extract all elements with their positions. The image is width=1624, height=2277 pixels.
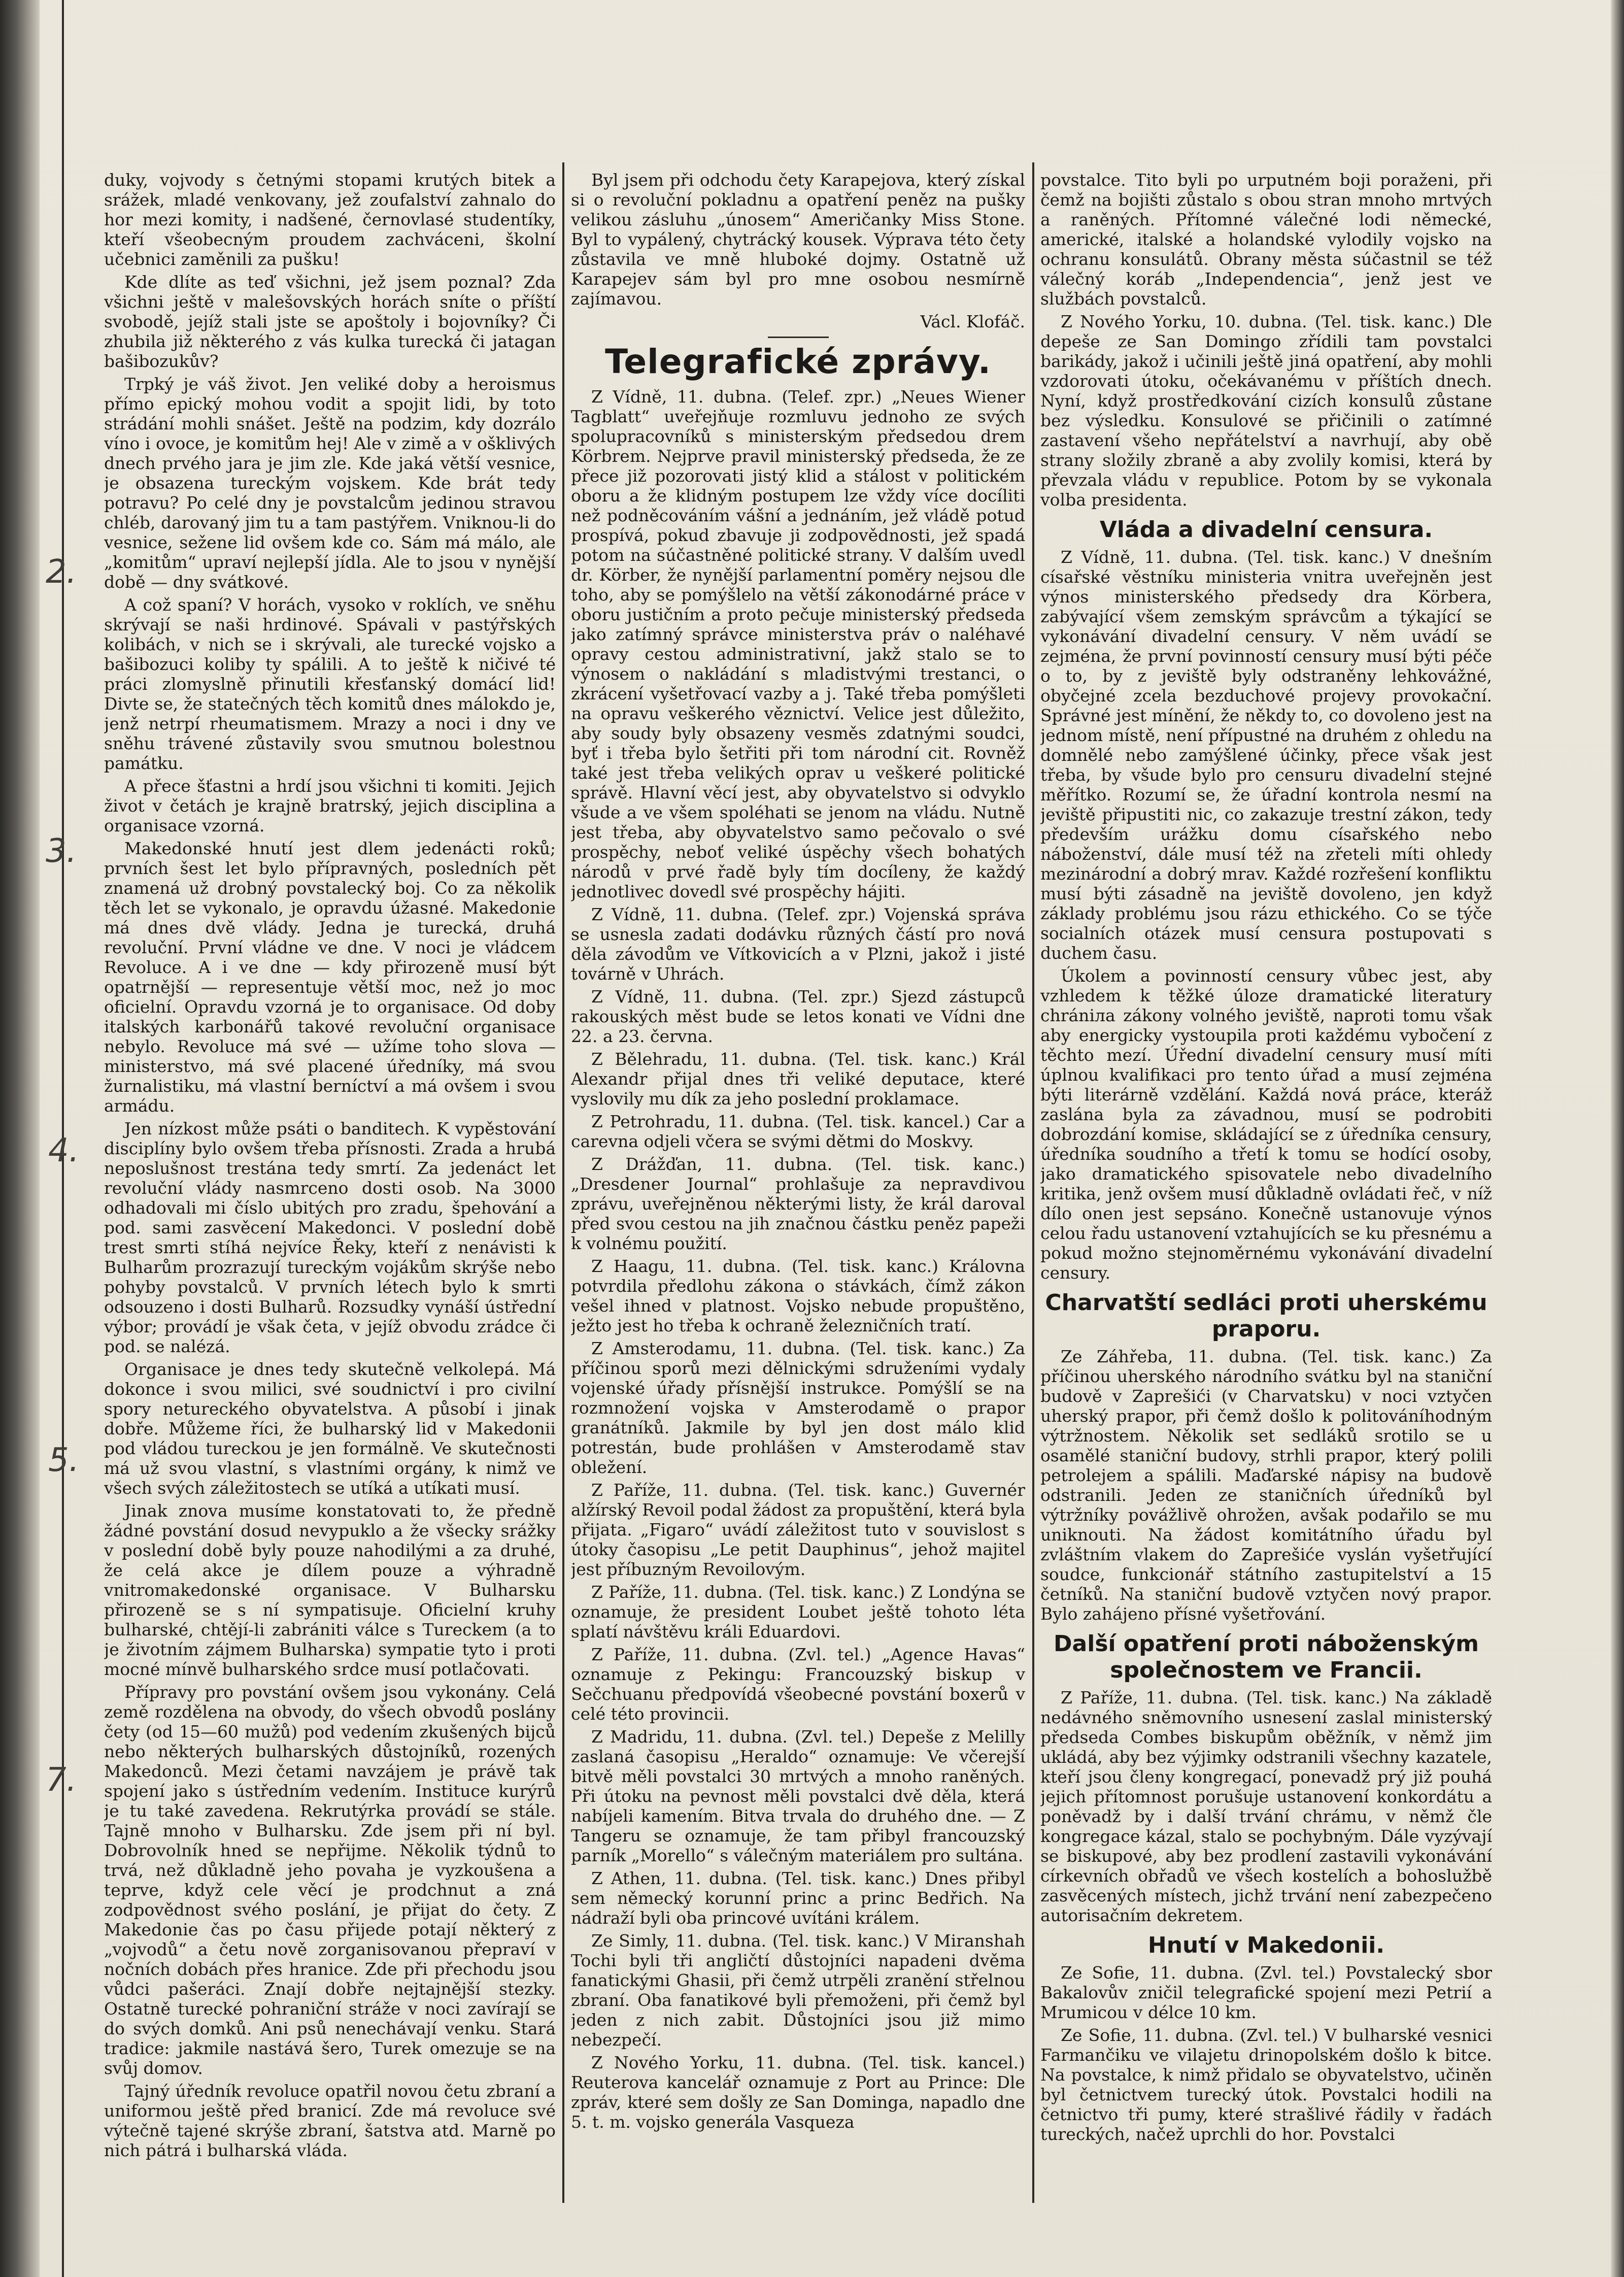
paragraph: Tajný úředník revoluce opatřil novou četu zbraní a uniformou ještě před branicí. Zde má revoluce své výtečně tajené skrýše zbraní, šatstva atd. Marně po nich pátrá i bulharská vláda. (104, 2081, 556, 2160)
margin-mark-3: 3. (46, 832, 77, 870)
paragraph: A což spaní? V horách, vysoko v roklích, ve sněhu skrývají se naši hrdinové. Spávali v pastýřských kolibách, v nich se i skrývali, ale turecké vojsko a bašibozuci koliby ty spálili. A to ještě k ničivé té práci zlomyslně přinutili křesťanský domácí lid! Divte se, že statečných těch komitů dnes málokdo je, jenž netrpí rheumatismem. Mrazy a noci i dny ve sněhu trávené zůstavily svou smutnou bolestnou památku. (104, 595, 556, 773)
paragraph: Jinak znova musíme konstatovati to, že předně žádné povstání dosud nevypuklo a že všecky srážky v poslední době byly pouze nahodilými a za druhé, že celá akce je dílem pouze a výhradně vnitromakedonské organisace. V Bulharsku přirozeně se s ní sympatisuje. Oficielní kruhy bulharské, chtějí-li zabrániti válce s Tureckem (a to je životním zájmem Bulharska) sympatie tyto i proti mocné mínvě bulharského srdce musí potlačovati. (104, 1501, 556, 1679)
section-heading-telegraph: Telegrafické zprávy. (605, 342, 991, 381)
column-2 (571, 170, 1025, 2200)
column-rule-2 (1032, 162, 1034, 2203)
paragraph: Byl jsem při odchodu čety Karapejova, který získal si o revoluční pokladnu a opatření peněz na pušky velikou zásluhu „únosem“ Američanky Miss Stone. Byl to vypálený, chytrácký kousek. Výprava této čety zůstavila ve mně hluboké dojmy. Ostatně už Karapejev sám byl pro mne osobou nesmírně zajímavou. (571, 170, 1025, 309)
news-item: Z Vídně, 11. dubna. (Telef. zpr.) „Neues Wiener Tagblatt“ uveřejňuje rozmluvu jednoho ze svých spolupracovníků s ministerským předsedou drem Körbrem. Nejprve pravil ministerský předseda, že ze přece již pozorovati jistý klid a stálost v politickém oboru a že klidným postupem lze vždy více docíliti než podněcováním vášní a jednáním, jež vládě potud prospívá, pokud zbavuje ji zodpovědnosti, jež spadá potom na súčastněné politické strany. V dalším uvedl dr. Körber, že nynější parlamentní poměry nejsou dle toho, aby se pomýšlelo na větší zákonodárné práce v oboru justičním a proto pečuje ministerský předseda jako zatímný správce ministerstva práv o naléhavé opravy cestou administrativní, jakž stalo se to výnosem o nakládání s mladistvými trestanci, o zkrácení vyšetřovací vazby a j. Také třeba pomýšleti na opravu veškerého věznictví. Velice jest důležito, aby soudy byly obsazeny vesměs zdatnými soudci, byť i třeba bylo šetřiti při tom národní cit. Rovněž také jest třeba velikých oprav u veškeré politické správě. Hlavní věcí jest, aby obyvatelstvo si odvyklo všude a ve všem spoléhati se jenom na vládu. Nutně jest třeba, aby obyvatelstvo samo pečovalo o své prospěchy, neboť veliké úspěchy všech bohatých národů v prvé řadě byly tím docíleny, že každý jednotlivec dovedl své prospěchy hájiti. (571, 387, 1025, 901)
news-item: Ze Záhřeba, 11. dubna. (Tel. tisk. kanc.) Za příčinou uherského národního svátku byl na staniční budově v Zaprešići (v Charvatsku) v noci vztyčen uherský prapor, při čemž došlo k politováníhodným výtržnostem. Několik set sedláků srotilo se u osamělé staniční budovy, strhli prapor, který polili petrolejem a spálili. Maďarské nápisy na budově odstranili. Jeden ze staničních úředníků byl výtržníky povážlivě ohrožen, avšak podařilo se mu uniknouti. Na žádost komitátního úřadu byl zvláštním vlakem do Zaprešiće vyslán vyšetřující soudce, funkcionář státního zastupitelství a 15 četníků. Na staniční budově vztyčen nový prapor. Bylo zahájeno přísné vyšetřování. (1040, 1347, 1492, 1624)
news-item: Z Vídně, 11. dubna. (Tel. tisk. kanc.) V dnešním císařské věstníku ministeria vnitra uveřejněn jest výnos ministerského předsedy dra Körbera, zabývající všem zemským správcům a týkající se vykonávání divadelní censury. V něm uvádí se zejména, že první povinností censury musí býti péče o to, by z jeviště byly odstraněny lehkovážné, obyčejné zcela bezduchové projevy provokační. Správné jest mínění, že někdy to, co dovoleno jest na jednom místě, není přípustné na druhém z ohledu na domnělé nebo zamýšlené účinky, přece však jest třeba, by všude bylo pro censuru divadelní stejné měřítko. Rozumí se, že úřadní kontrola nesmí na jeviště připustiti nic, co zakazuje trestní zákon, tedy především urážku domu císařského nebo náboženství, dále musí též na zřeteli míti ohledy mezinárodní a dobrý mrav. Každé rozřešení konfliktu musí býti zásadně na jeviště dovoleno, jen když základy problému jsou rázu ethického. Co se týče socialních otázek musí censura postupovati s duchem času. (1040, 547, 1492, 963)
paragraph: Úkolem a povinností censury vůbec jest, aby vzhledem k těžké úloze dramatické literatury chrániла zákony volného jeviště, naproti tomu však aby energicky vystoupila proti každému vybočení z těchto mezí. Úřední divadelní censury musí míti úplnou kvalifikaci pro tento úřad a musí zejména býti literárně vzdělání. Každá nová práce, kteráž zaslána byla za závadnou, musí se podrobiti dobrozdání komise, skládající se z úředníka censury, úředníka soudního a třetí k tomu se hodící osoby, jako dramatického spisovatele nebo divadelního kritika, jenž ovšem musí důkladně ovládati řeč, v níž dílo onen jest sepsáno. Konečně ustanovuje výnos celou řadu ustanovení vztahujících se ku přesnému a pokud možno stejnoměrnému vykonávání divadelní censury. (1040, 966, 1492, 1283)
news-item: Ze Simly, 11. dubna. (Tel. tisk. kanc.) V Miranshah Tochi byli tři angličtí důstojníci napadeni dvěma fanatickými Ghasii, při čemž utrpěli zranění střelnou zbraní. Oba fanatikové byli přemoženi, při čemž byl jeden z nich zabit. Důstojníci jsou již mimo nebezpečí. (571, 1931, 1025, 2050)
news-item: Ze Sofie, 11. dubna. (Zvl. tel.) V bulharské vesnici Farmančiku ve vilajetu drinopolském došlo k bitce. Na povstalce, k nimž přidalo se obyvatelstvo, učiněn byl četnictvem turecký útok. Povstalci hodili na četnictvo tři pumy, které strašlivé řádily v řadách tureckých, načež uprchli do hor. Povstalci (1040, 2025, 1492, 2144)
news-item: Z Bělehradu, 11. dubna. (Tel. tisk. kanc.) Král Alexandr přijal dnes tři veliké deputace, které vyslovily mu dík za jeho poslední proklamace. (571, 1049, 1025, 1109)
paragraph: duky, vojvody s četnými stopami krutých bitek a srážek, mladé venkovany, jež zoufalství zahnalo do hor mezi komity, i nadšené, černovlasé studentíky, kteří všeobecným proudem zachváceni, školní učebnici zaměnili za pušku! (104, 170, 556, 269)
column-rule-1 (562, 162, 564, 2203)
news-item: Z Petrohradu, 11. dubna. (Tel. tisk. kancel.) Car a carevna odjeli včera se svými dětmi do Moskvy. (571, 1112, 1025, 1151)
paragraph: Trpký je váš život. Jen veliké doby a heroismus přímo epický mohou vodit a spojit lidi, by toto strádání mohli snášet. Ještě na podzim, kdy dozrálo víno i ovoce, je komitům hej! Ale v zimě a v ošklivých dnech prvého jara je jim zle. Kde jaká větší vesnice, je obsazena tureckým vojskem. Kde brát tedy potravu? Po celé dny je povstalcům jedinou stravou chléb, darovaný jim tu a tam pastýřem. Vniknou-li do vesnice, sežene lid ovšem kde co. Sám má málo, ale „komitům“ upraví nejlepší jídla. Ale to jsou v nynější době — dny svátkové. (104, 374, 556, 592)
news-item: Z Paříže, 11. dubna. (Zvl. tel.) „Agence Havas“ oznamuje z Pekingu: Francouzský biskup v Sečchuanu předpovídá všeobecné povstání boxerů v celé této provincii. (571, 1645, 1025, 1724)
news-item: Z Haagu, 11. dubna. (Tel. tisk. kanc.) Královna potvrdila předlohu zákona o stávkách, čímž zákon vešel ihned v platnost. Vojsko nebude propuštěno, ježto jest ho třeba k ochraně železničních tratí. (571, 1256, 1025, 1335)
article-heading-hnuti: Hnutí v Makedonii. (1147, 1932, 1385, 1958)
column-1 (104, 170, 556, 2200)
paragraph: Jen nízkost může psáti o banditech. K vypěstování disciplíny bylo ovšem třeba přísnosti. Zrada a hrubá neposlušnost trestána tedy smrtí. Za jedenáct let revoluční vlády nasmrceno dosti osob. Na 3000 odhadovali mi číslo ubitých pro zradu, špehování a pod. sami zasvěcení Makedonci. V poslední době trest smrti stíhá nejvíce Řeky, kteří z nenávisti k Bulharům prozrazují tureckým vojákům skrýše nebo pohyby povstalců. V prvních létech bylo k smrti odsouzeno i dosti Bulharů. Rozsudky vynáší ústřední výbor; provádí je však četa, v jejíž obvodu zrádce či pod. se nalézá. (104, 1119, 556, 1356)
article-heading-charvatsti: Charvatští sedláci proti uherskému praporu. (1045, 1290, 1487, 1342)
paragraph: Přípravy pro povstání ovšem jsou vykonány. Celá země rozdělena na obvody, do všech obvodů poslány čety (od 15—60 mužů) pod vedením zkušených bijců nebo některých bulharských důstojníků, rozených Makedonců. Mezi četami navzájem je právě tak spojení jako s ústředním vedením. Instituce kurýrů je tu také zavedena. Rekrutýrka provádí se stále. Tajně mnoho v Bulharsku. Zde jsem při ní byl. Dobrovolník hned se nepřijme. Několik týdnů to trvá, než důkladně jeho povaha je vyzkoušena a teprve, když cele věcí je prodchnut a zná zodpovědnost svého poslání, je přijat do čety. Z Makedonie čas po času přijede potají některý z „vojvodů“ a četu nově zorganisovanou přepraví v nočních dobách přes hranice. Zde při přechodu jsou vůdci pašeráci. Znají dobře nejtajnější stezky. Ostatně turecké pohraniční stráže v noci zavírají se do svých domků. Ani psů nenechávají venku. Stará tradice: jakmile nastává šero, Turek omezuje se na svůj domov. (104, 1682, 556, 2078)
news-item: Z Paříže, 11. dubna. (Tel. tisk. kanc.) Na základě nedávného sněmovního usnesení zaslal ministerský předseda Combes biskupům oběžník, v němž jim ukládá, aby bez výjimky odstranili všechny kazatele, kteří jsou členy kongregací, ponevadž prý již pouhá jejich přítomnost porušuje ustanovení konkordátu a poněvadž by i další trvání chrámu, v němž čle kongregace kázal, stalo se pochybným. Dále vyzývají se biskupové, aby bez prodlení zastavili vykonávání církevních obřadů ve všech kostelích a bohoslužbě zasvěcených místech, jichž trvání není zabezpečeno autorisačním dekretem. (1040, 1688, 1492, 1925)
author-signature: Václ. Klofáč. (920, 312, 1025, 331)
news-item: Z Nového Yorku, 10. dubna. (Tel. tisk. kanc.) Dle depeše ze San Domingo zřídili tam povstalci barikády, jakož i učinili ještě jiná opatření, aby mohli vzdorovati útoku, očekávanému v příštích dnech. Nyní, když prostředkování cizích konsulů zůstane bez výsledku. Konsulové se přičinili o zatímné zastavení všeho nepřátelství a navrhují, aby obě strany složily zbraně a aby zvolily komisi, která by převzala vládu v republice. Potom by se vykonala volba presidenta. (1040, 312, 1492, 510)
column-3 (1040, 170, 1492, 2200)
news-item: Z Amsterodamu, 11. dubna. (Tel. tisk. kanc.) Za příčinou sporů mezi dělnickými sdruženími vydaly vojenské úřady přísnější instrukce. Pomýšlí se na rozmnožení vojska v Amsterodamě o prapor granátníků. Jakmile by byl jen dost málo klid potrestán, bude prohlášen v Amsterodamě stav obležení. (571, 1338, 1025, 1477)
section-divider (768, 337, 829, 338)
page-right-edge (1611, 0, 1624, 2277)
news-item: Z Paříže, 11. dubna. (Tel. tisk. kanc.) Z Londýna se oznamuje, že president Loubet ještě tohoto léta splatí návštěvu králi Eduardovi. (571, 1582, 1025, 1642)
paragraph: Makedonské hnutí jest dlem jedenácti roků; prvních šest let bylo přípravných, posledních pět znamená už drobný povstalecký boj. Co za několik těch let se vykonalo, je opravdu úžasné. Makedonie má dnes dvě vlády. Jedna je turecká, druhá revoluční. První vládne ve dne. V noci je vládcem Revoluce. A i ve dne — kdy přirozeně musí být opatrnější — representuje větší moc, než jo moc oficielní. Opravdu vzorná je to organisace. Od doby italských karbonářů takové revoluční organisace nebylo. Revoluce má své — užíme toho slova — ministerstvo, má své placené úředníky, má svou žurnalistiku, má vlastní berníctví a má ovšem i svou armádu. (104, 839, 556, 1116)
page-binding-edge (0, 0, 40, 2277)
news-item: Z Paříže, 11. dubna. (Tel. tisk. kanc.) Guvernér alžírský Revoil podal žádost za propuštění, která byla přijata. „Figaro“ uvádí záležitost tuto v souvislost s útoky časopisu „Le petit Dauphinus“, jehož majitel jest příbuzným Revoilovým. (571, 1480, 1025, 1579)
article-heading-censura: Vláda a divadelní censura. (1099, 517, 1433, 543)
margin-mark-2: 2. (46, 553, 77, 591)
news-item: Z Vídně, 11. dubna. (Tel. zpr.) Sjezd zástupců rakouských měst bude se letos konati ve Vídni dne 22. a 23. června. (571, 987, 1025, 1046)
paragraph: povstalce. Tito byli po urputném boji poraženi, při čemž na bojišti zůstalo s obou stran mnoho mrtvých a raněných. Přítomné válečné lodi německé, americké, italské a holandské vylodily vojsko na ochranu konsulátů. Obrany města súčastnil se též válečný koráb „Independencia“, jenž jest ve službách povstalců. (1040, 170, 1492, 309)
margin-mark-5: 5. (48, 1442, 80, 1479)
margin-mark-7: 7. (46, 1761, 77, 1799)
news-item: Z Vídně, 11. dubna. (Telef. zpr.) Vojenská správa se usnesla zadati dodávku různých částí pro nová děla závodům ve Vítkovicích a v Plzni, jakož i jisté továrně v Uhrách. (571, 905, 1025, 984)
news-item: Z Madridu, 11. dubna. (Zvl. tel.) Depeše z Melilly zaslaná časopisu „Heraldo“ oznamuje: Ve včerejší bitvě měli povstalci 30 mrtvých a mnoho raněných. Při útoku na pevnost měli povstalci dvě děla, která nabíjeli kamením. Bitva trvala do druhého dne. — Z Tangeru se oznamuje, že tam přibyl francouzský parník „Morello“ s válečným materiálem pro sultána. (571, 1727, 1025, 1865)
news-item: Z Drážďan, 11. dubna. (Tel. tisk. kanc.) „Dresdener Journal“ prohlašuje za nepravdivou zprávu, uveřejněnou některými listy, že král daroval před svou cestou na jih značnou částku peněz papeži k volnému použití. (571, 1154, 1025, 1253)
news-item: Ze Sofie, 11. dubna. (Zvl. tel.) Povstalecký sbor Bakalovův zničil telegrafické spojení mezi Petrií a Mrumicou v délce 10 km. (1040, 1963, 1492, 2022)
margin-mark-4: 4. (48, 1132, 80, 1169)
news-item: Z Nového Yorku, 11. dubna. (Tel. tisk. kancel.) Reuterova kancelář oznamuje z Port au Prince: Dle zpráv, které sem došly ze San Dominga, napadlo dne 5. t. m. vojsko generála Vasqueza (571, 2053, 1025, 2132)
news-item: Z Athen, 11. dubna. (Tel. tisk. kanc.) Dnes přibyl sem německý korunní princ a princ Bedřich. Na nádraží byli oba princové uvítáni králem. (571, 1868, 1025, 1928)
paragraph: A přece šťastni a hrdí jsou všichni ti komiti. Jejich život v četách je krajně bratrský, jejich disciplina a organisace vzorná. (104, 776, 556, 835)
paragraph: Organisace je dnes tedy skutečně velkolepá. Má dokonce i svou milici, své soudnictví i pro civilní spory netureckého obyvatelstva. A působí i jinak dobře. Můžeme říci, že bulharský lid v Makedonii pod vládou tureckou je jen formálně. Ve skutečnosti má už svou vlastní, s vlastními orgány, k nimž ve všech svých záležitostech se utíká a utíkati musí. (104, 1359, 556, 1498)
article-heading-dalsi-opatreni: Další opatření proti náboženským společnostem ve Francii. (1054, 1631, 1479, 1683)
paragraph: Kde dlíte as teď všichni, jež jsem poznal? Zda všichni ještě v malešovských horách sníte o příští svobodě, jejíž stali jste se apoštoly i bojovníky? Či zhubila již některého z vás kulka turecká či jatagan bašibozukův? (104, 272, 556, 371)
